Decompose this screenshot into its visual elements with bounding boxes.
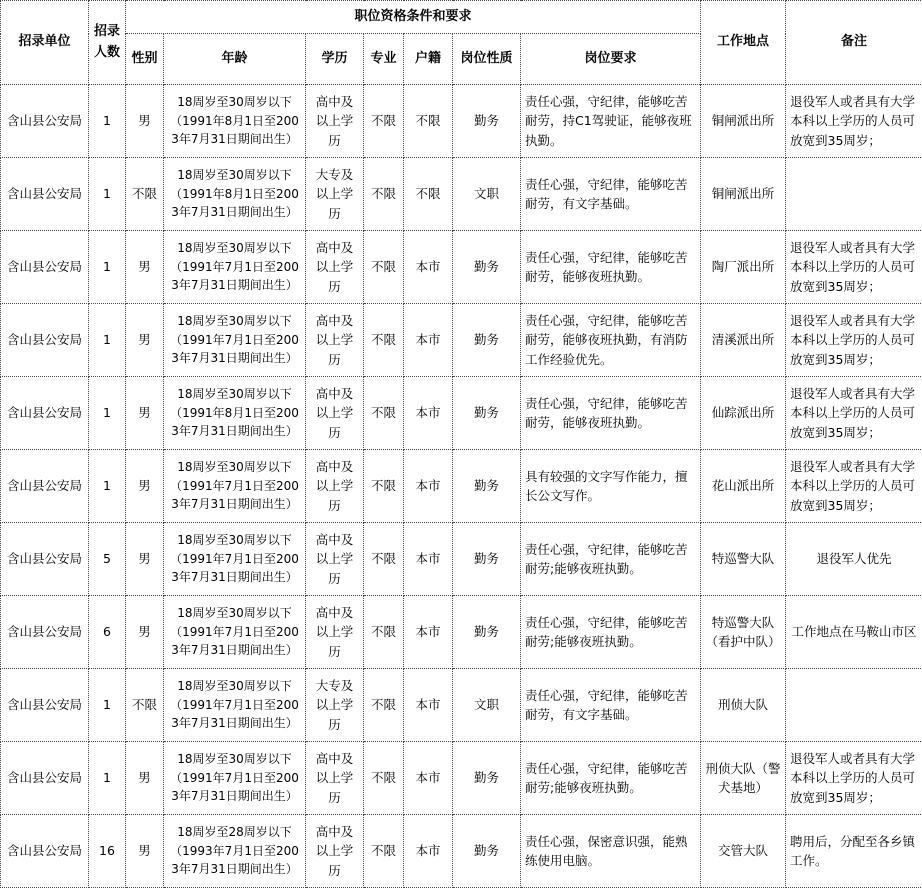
cell-unit: 含山县公安局 xyxy=(1,669,89,742)
cell-household: 不限 xyxy=(404,85,453,158)
cell-age: 18周岁至30周岁以下（1991年7月1日至2003年7月31日期间出生） xyxy=(164,304,306,377)
table-row xyxy=(1,85,922,158)
cell-job-type: 文职 xyxy=(453,669,521,742)
table-body xyxy=(1,85,922,888)
cell-requirements: 责任心强，守纪律，能够吃苦耐劳，能够夜班执勤，有消防工作经验优先。 xyxy=(521,304,701,377)
cell-age: 18周岁至30周岁以下（1991年7月1日至2003年7月31日期间出生） xyxy=(164,231,306,304)
cell-count: 1 xyxy=(89,669,126,742)
cell-remarks xyxy=(786,669,922,742)
cell-major: 不限 xyxy=(364,669,404,742)
header-age: 年龄 xyxy=(164,34,306,85)
cell-count: 1 xyxy=(89,85,126,158)
cell-job-type: 勤务 xyxy=(453,742,521,815)
cell-education: 高中及以上学历 xyxy=(306,596,364,669)
cell-job-type: 勤务 xyxy=(453,450,521,523)
cell-age: 18周岁至30周岁以下（1991年7月1日至2003年7月31日期间出生） xyxy=(164,450,306,523)
cell-major: 不限 xyxy=(364,158,404,231)
cell-job-type: 勤务 xyxy=(453,304,521,377)
table-row xyxy=(1,742,922,815)
cell-remarks: 退役军人或者具有大学本科以上学历的人员可放宽到35周岁； xyxy=(786,85,922,158)
header-count: 招录人数 xyxy=(89,1,126,85)
header-qualification-group: 职位资格条件和要求 xyxy=(126,1,701,34)
cell-location: 清溪派出所 xyxy=(701,304,786,377)
cell-gender: 男 xyxy=(126,85,164,158)
cell-requirements: 责任心强，守纪律，能够吃苦耐劳;能够夜班执勤。 xyxy=(521,742,701,815)
cell-requirements: 责任心强，守纪律，能够吃苦耐劳;能够夜班执勤。 xyxy=(521,523,701,596)
cell-gender: 男 xyxy=(126,450,164,523)
cell-count: 1 xyxy=(89,450,126,523)
cell-requirements: 责任心强，守纪律，能够吃苦耐劳;能够夜班执勤。 xyxy=(521,596,701,669)
cell-education: 高中及以上学历 xyxy=(306,231,364,304)
cell-age: 18周岁至30周岁以下（1991年7月1日至2003年7月31日期间出生） xyxy=(164,523,306,596)
cell-unit: 含山县公安局 xyxy=(1,523,89,596)
cell-major: 不限 xyxy=(364,85,404,158)
cell-unit: 含山县公安局 xyxy=(1,742,89,815)
cell-gender: 男 xyxy=(126,742,164,815)
cell-unit: 含山县公安局 xyxy=(1,377,89,450)
table-row xyxy=(1,523,922,596)
cell-location: 特巡警大队 xyxy=(701,523,786,596)
cell-major: 不限 xyxy=(364,523,404,596)
cell-household: 本市 xyxy=(404,742,453,815)
table-row xyxy=(1,158,922,231)
cell-unit: 含山县公安局 xyxy=(1,815,89,888)
cell-gender: 不限 xyxy=(126,669,164,742)
table-row xyxy=(1,377,922,450)
cell-major: 不限 xyxy=(364,377,404,450)
cell-education: 高中及以上学历 xyxy=(306,742,364,815)
cell-education: 大专及以上学历 xyxy=(306,158,364,231)
header-location: 工作地点 xyxy=(701,1,786,85)
cell-household: 本市 xyxy=(404,523,453,596)
cell-unit: 含山县公安局 xyxy=(1,450,89,523)
cell-count: 1 xyxy=(89,377,126,450)
cell-major: 不限 xyxy=(364,304,404,377)
cell-location: 交管大队 xyxy=(701,815,786,888)
cell-household: 本市 xyxy=(404,815,453,888)
cell-location: 仙踪派出所 xyxy=(701,377,786,450)
cell-remarks: 退役军人或者具有大学本科以上学历的人员可放宽到35周岁； xyxy=(786,450,922,523)
cell-gender: 男 xyxy=(126,304,164,377)
cell-location: 刑侦大队 xyxy=(701,669,786,742)
cell-gender: 男 xyxy=(126,231,164,304)
cell-major: 不限 xyxy=(364,596,404,669)
cell-major: 不限 xyxy=(364,231,404,304)
header-education: 学历 xyxy=(306,34,364,85)
cell-major: 不限 xyxy=(364,742,404,815)
cell-remarks: 退役军人或者具有大学本科以上学历的人员可放宽到35周岁； xyxy=(786,377,922,450)
cell-job-type: 勤务 xyxy=(453,85,521,158)
cell-requirements: 责任心强，守纪律，能够吃苦耐劳，能够夜班执勤。 xyxy=(521,377,701,450)
cell-age: 18周岁至30周岁以下（1991年7月1日至2003年7月31日期间出生） xyxy=(164,669,306,742)
table-row xyxy=(1,231,922,304)
cell-age: 18周岁至30周岁以下（1991年8月1日至2003年7月31日期间出生） xyxy=(164,158,306,231)
cell-unit: 含山县公安局 xyxy=(1,85,89,158)
cell-count: 1 xyxy=(89,231,126,304)
table-row xyxy=(1,815,922,888)
cell-household: 不限 xyxy=(404,158,453,231)
cell-age: 18周岁至30周岁以下（1991年7月1日至2003年7月31日期间出生） xyxy=(164,742,306,815)
cell-remarks: 工作地点在马鞍山市区 xyxy=(786,596,922,669)
cell-major: 不限 xyxy=(364,450,404,523)
table-row xyxy=(1,304,922,377)
cell-requirements: 责任心强，守纪律，能够吃苦耐劳，能够夜班执勤。 xyxy=(521,231,701,304)
cell-count: 5 xyxy=(89,523,126,596)
cell-education: 高中及以上学历 xyxy=(306,523,364,596)
header-major: 专业 xyxy=(364,34,404,85)
cell-unit: 含山县公安局 xyxy=(1,158,89,231)
cell-education: 高中及以上学历 xyxy=(306,450,364,523)
header-household: 户籍 xyxy=(404,34,453,85)
cell-education: 高中及以上学历 xyxy=(306,377,364,450)
cell-age: 18周岁至30周岁以下（1991年8月1日至2003年7月31日期间出生） xyxy=(164,85,306,158)
cell-count: 1 xyxy=(89,304,126,377)
table-header xyxy=(1,1,922,85)
cell-count: 16 xyxy=(89,815,126,888)
header-unit: 招录单位 xyxy=(1,1,89,85)
cell-household: 本市 xyxy=(404,450,453,523)
cell-count: 1 xyxy=(89,742,126,815)
cell-gender: 男 xyxy=(126,815,164,888)
cell-age: 18周岁至30周岁以下（1991年7月1日至2003年7月31日期间出生） xyxy=(164,596,306,669)
cell-gender: 不限 xyxy=(126,158,164,231)
cell-remarks: 退役军人优先 xyxy=(786,523,922,596)
table-row xyxy=(1,450,922,523)
cell-household: 本市 xyxy=(404,669,453,742)
header-job-type: 岗位性质 xyxy=(453,34,521,85)
cell-gender: 男 xyxy=(126,596,164,669)
cell-major: 不限 xyxy=(364,815,404,888)
cell-remarks: 退役军人或者具有大学本科以上学历的人员可放宽到35周岁； xyxy=(786,304,922,377)
cell-count: 6 xyxy=(89,596,126,669)
header-gender: 性别 xyxy=(126,34,164,85)
header-requirements: 岗位要求 xyxy=(521,34,701,85)
cell-job-type: 勤务 xyxy=(453,523,521,596)
cell-location: 铜闸派出所 xyxy=(701,158,786,231)
cell-education: 高中及以上学历 xyxy=(306,85,364,158)
cell-unit: 含山县公安局 xyxy=(1,596,89,669)
cell-remarks: 退役军人或者具有大学本科以上学历的人员可放宽到35周岁； xyxy=(786,231,922,304)
cell-requirements: 具有较强的文字写作能力，擅长公文写作。 xyxy=(521,450,701,523)
cell-household: 本市 xyxy=(404,304,453,377)
table-row xyxy=(1,669,922,742)
cell-unit: 含山县公安局 xyxy=(1,231,89,304)
cell-age: 18周岁至30周岁以下（1991年8月1日至2003年7月31日期间出生） xyxy=(164,377,306,450)
cell-count: 1 xyxy=(89,158,126,231)
cell-job-type: 勤务 xyxy=(453,377,521,450)
cell-household: 本市 xyxy=(404,231,453,304)
cell-requirements: 责任心强，守纪律，能够吃苦耐劳，有文字基础。 xyxy=(521,158,701,231)
cell-education: 大专及以上学历 xyxy=(306,669,364,742)
cell-location: 特巡警大队（看护中队） xyxy=(701,596,786,669)
cell-education: 高中及以上学历 xyxy=(306,815,364,888)
cell-location: 花山派出所 xyxy=(701,450,786,523)
cell-gender: 男 xyxy=(126,377,164,450)
cell-job-type: 勤务 xyxy=(453,231,521,304)
cell-job-type: 勤务 xyxy=(453,815,521,888)
cell-requirements: 责任心强，保密意识强，能熟练使用电脑。 xyxy=(521,815,701,888)
cell-job-type: 文职 xyxy=(453,158,521,231)
cell-remarks: 退役军人或者具有大学本科以上学历的人员可放宽到35周岁； xyxy=(786,742,922,815)
table-row xyxy=(1,596,922,669)
cell-requirements: 责任心强，守纪律，能够吃苦耐劳，持C1驾驶证，能够夜班执勤。 xyxy=(521,85,701,158)
cell-gender: 男 xyxy=(126,523,164,596)
cell-requirements: 责任心强，守纪律，能够吃苦耐劳，有文字基础。 xyxy=(521,669,701,742)
header-remarks: 备注 xyxy=(786,1,922,85)
cell-household: 本市 xyxy=(404,596,453,669)
cell-education: 高中及以上学历 xyxy=(306,304,364,377)
cell-location: 铜闸派出所 xyxy=(701,85,786,158)
cell-remarks: 聘用后，分配至各乡镇工作。 xyxy=(786,815,922,888)
cell-location: 刑侦大队（警犬基地） xyxy=(701,742,786,815)
cell-location: 陶厂派出所 xyxy=(701,231,786,304)
cell-unit: 含山县公安局 xyxy=(1,304,89,377)
cell-remarks xyxy=(786,158,922,231)
cell-household: 本市 xyxy=(404,377,453,450)
cell-job-type: 勤务 xyxy=(453,596,521,669)
cell-age: 18周岁至28周岁以下（1993年7月1日至2003年7月31日期间出生） xyxy=(164,815,306,888)
